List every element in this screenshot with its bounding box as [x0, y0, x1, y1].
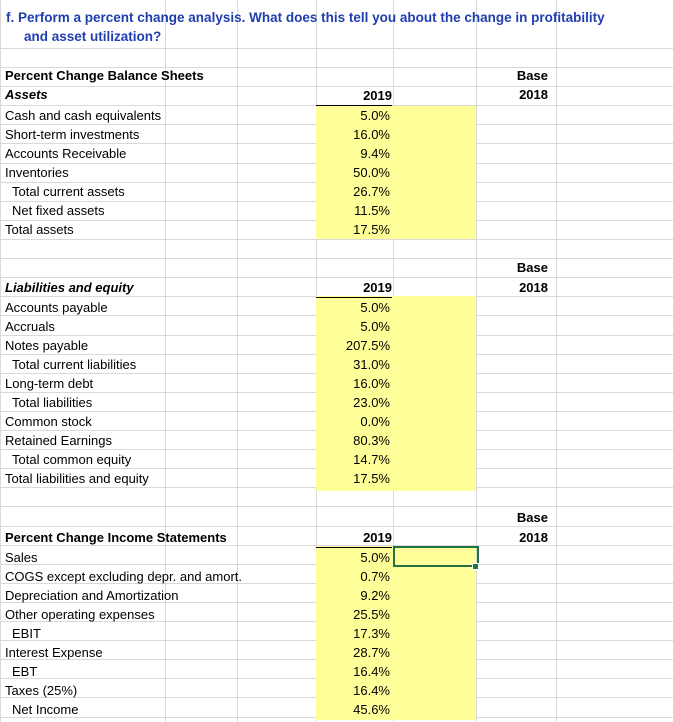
liab-base-label: Base: [516, 260, 548, 275]
assets-row-value[interactable]: 17.5%: [353, 222, 390, 237]
income-heading: Percent Change Income Statements: [5, 530, 227, 545]
liab-row-value[interactable]: 5.0%: [360, 319, 390, 334]
assets-row-label: Net fixed assets: [12, 203, 105, 218]
liab-row-value[interactable]: 23.0%: [353, 395, 390, 410]
income-row-label: Other operating expenses: [5, 607, 155, 622]
liab-row-label: Total common equity: [12, 452, 132, 467]
income-row-label: Taxes (25%): [5, 683, 78, 698]
assets-row-value[interactable]: 26.7%: [353, 184, 390, 199]
income-row-label: Depreciation and Amortization: [5, 588, 179, 603]
income-row-label: COGS except excluding depr. and amort.: [5, 569, 243, 584]
liabilities-heading: Liabilities and equity: [5, 280, 134, 295]
income-row-value[interactable]: 9.2%: [360, 588, 390, 603]
balance-year-header: 2019: [316, 86, 392, 106]
assets-row-value[interactable]: 50.0%: [353, 165, 390, 180]
liab-row-value[interactable]: 0.0%: [360, 414, 390, 429]
income-row-value[interactable]: 28.7%: [353, 645, 390, 660]
liab-row-label: Accruals: [5, 319, 55, 334]
liab-row-label: Total liabilities: [12, 395, 93, 410]
income-year-header: 2019: [316, 528, 392, 548]
liab-row-label: Total current liabilities: [12, 357, 137, 372]
selected-cell[interactable]: [393, 546, 479, 567]
liab-row-value[interactable]: 31.0%: [353, 357, 390, 372]
income-row-value[interactable]: 45.6%: [353, 702, 390, 717]
assets-heading: Assets: [5, 87, 48, 102]
title-line-2: and asset utilization?: [24, 29, 162, 44]
income-base-year: 2018: [519, 530, 548, 545]
assets-row-label: Accounts Receivable: [5, 146, 127, 161]
liab-row-label: Notes payable: [5, 338, 89, 353]
assets-row-value[interactable]: 5.0%: [360, 108, 390, 123]
assets-row-value[interactable]: 9.4%: [360, 146, 390, 161]
liab-row-value[interactable]: 80.3%: [353, 433, 390, 448]
assets-row-label: Total assets: [5, 222, 74, 237]
title-line-1: f. Perform a percent change analysis. What does this tell you about the change in profitability: [6, 10, 605, 25]
liab-base-year: 2018: [519, 280, 548, 295]
fill-handle[interactable]: [472, 563, 479, 570]
income-row-value[interactable]: 25.5%: [353, 607, 390, 622]
income-row-label: Net Income: [12, 702, 79, 717]
liab-row-value[interactable]: 14.7%: [353, 452, 390, 467]
income-row-label: Interest Expense: [5, 645, 103, 660]
income-row-value[interactable]: 17.3%: [353, 626, 390, 641]
assets-row-label: Inventories: [5, 165, 69, 180]
liab-row-label: Accounts payable: [5, 300, 108, 315]
assets-row-value[interactable]: 11.5%: [354, 203, 390, 218]
income-row-label: EBIT: [12, 626, 41, 641]
liab-row-label: Common stock: [5, 414, 92, 429]
liab-row-value[interactable]: 207.5%: [345, 338, 390, 353]
balance-base-year: 2018: [519, 87, 548, 102]
income-row-value[interactable]: 16.4%: [353, 683, 390, 698]
income-row-value[interactable]: 5.0%: [360, 550, 390, 565]
income-base-label: Base: [516, 510, 548, 525]
assets-row-label: Cash and cash equivalents: [5, 108, 162, 123]
income-row-value[interactable]: 16.4%: [353, 664, 390, 679]
liab-row-label: Retained Earnings: [5, 433, 112, 448]
income-row-label: Sales: [5, 550, 38, 565]
liab-row-value[interactable]: 16.0%: [353, 376, 390, 391]
liab-row-value[interactable]: 17.5%: [353, 471, 390, 486]
assets-row-value[interactable]: 16.0%: [353, 127, 390, 142]
income-row-label: EBT: [12, 664, 38, 679]
liab-row-label: Total liabilities and equity: [5, 471, 149, 486]
question-title: [6, 8, 666, 46]
liab-year-header: 2019: [316, 278, 392, 298]
assets-row-label: Short-term investments: [5, 127, 140, 142]
income-row-value[interactable]: 0.7%: [360, 569, 390, 584]
balance-heading: Percent Change Balance Sheets: [5, 68, 204, 83]
assets-row-label: Total current assets: [12, 184, 125, 199]
liab-row-value[interactable]: 5.0%: [360, 300, 390, 315]
balance-base-label: Base: [516, 68, 548, 83]
liab-row-label: Long-term debt: [5, 376, 94, 391]
